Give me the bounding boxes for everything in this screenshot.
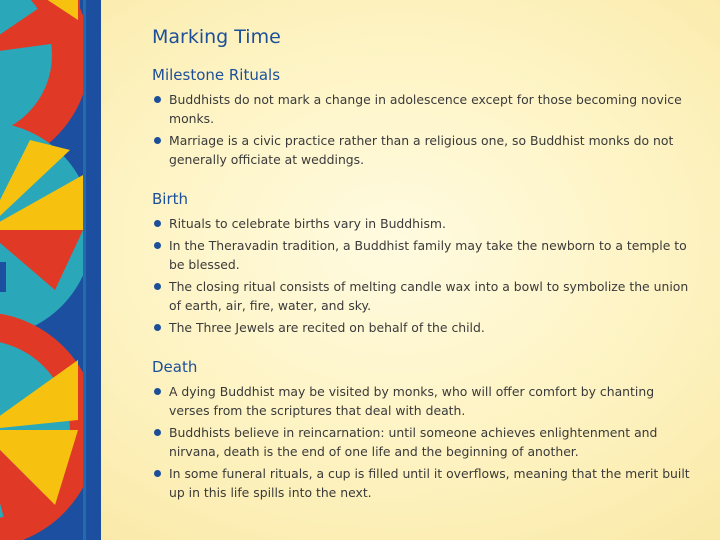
section-heading: Milestone Rituals — [152, 66, 281, 84]
bullet-item: Buddhists believe in reincarnation: until someone achieves enlightenment and nirvana, death is the end of one life and the beginning of another. — [152, 423, 692, 461]
bullet-item: In some funeral rituals, a cup is filled until it overflows, meaning that the merit built up in this life spills into the next. — [152, 464, 692, 502]
bullet-list — [152, 214, 692, 337]
bullet-item: Buddhists do not mark a change in adolescence except for those becoming novice monks. — [152, 90, 692, 128]
bullet-item: In the Theravadin tradition, a Buddhist family may take the newborn to a temple to be blessed. — [152, 236, 692, 274]
section-birth — [152, 190, 692, 340]
bullet-item: Marriage is a civic practice rather than a religious one, so Buddhist monks do not generally officiate at weddings. — [152, 131, 692, 169]
bullet-list — [152, 382, 692, 502]
bullet-item: The closing ritual consists of melting candle wax into a bowl to symbolize the union of earth, air, fire, water, and sky. — [152, 277, 692, 315]
bullet-item: A dying Buddhist may be visited by monks, who will offer comfort by chanting verses from the scriptures that deal with death. — [152, 382, 692, 420]
bullet-item: The Three Jewels are recited on behalf of the child. — [152, 318, 692, 337]
section-death — [152, 358, 692, 505]
bullet-list — [152, 90, 692, 169]
section-milestone-rituals — [152, 66, 692, 172]
decorative-wheel-art — [0, 0, 101, 540]
slide-title: Marking Time — [152, 26, 281, 48]
bullet-item: Rituals to celebrate births vary in Buddhism. — [152, 214, 692, 233]
section-heading: Death — [152, 358, 198, 376]
section-heading: Birth — [152, 190, 189, 208]
slide-content — [152, 0, 692, 540]
